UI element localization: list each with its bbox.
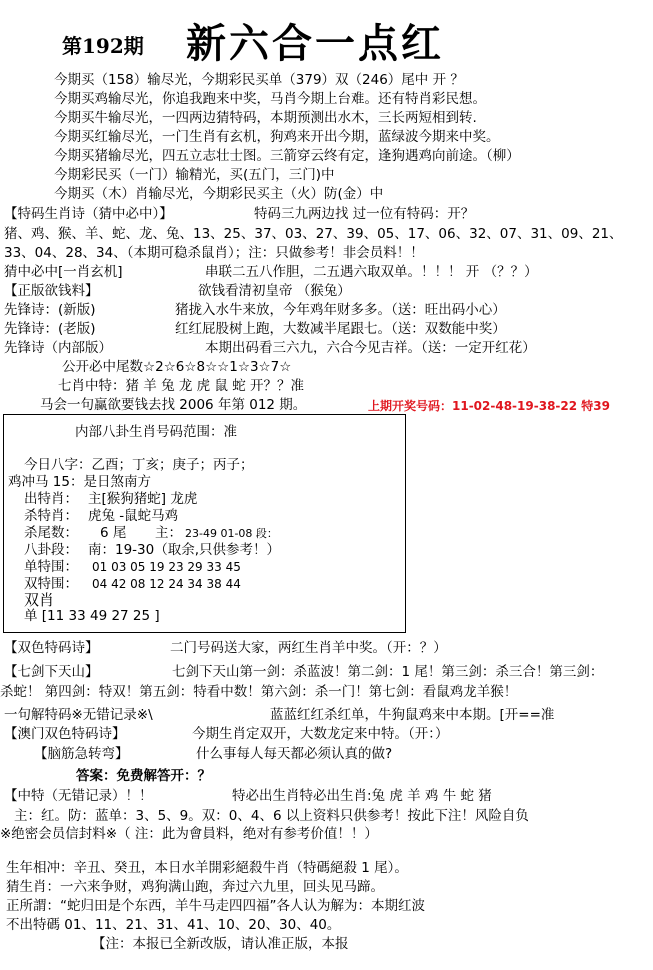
intro-line-7: 今期买（木）肖输尽光，今期彩民买主（火）防(金）中	[54, 186, 384, 202]
chute-label: 出特肖：	[24, 491, 78, 507]
intro-line-1: 今期买（158）输尽光，今期彩民买单（379）双（246）尾中 开 ？	[54, 72, 464, 88]
bagua-title: 内部八卦生肖号码范围：准	[75, 424, 237, 440]
poem-text-old: 红红屁股树上跑，大数减半尾跟七。（送：双数能中奖）	[175, 321, 506, 337]
aomen-text: 今期生肖定双开，大数龙定来中特。（开：）	[192, 726, 449, 742]
footer-line-1: 生年相冲：辛丑、癸丑，本日水羊開彩絕殺牛肖（特碼絕殺 1 尾）。	[6, 860, 408, 876]
shuang-label: 双特围：	[24, 576, 78, 592]
naojin-text: 什么事每人每天都必须认真的做?	[196, 746, 393, 762]
weishu-label: 杀尾数：	[24, 525, 78, 541]
dan-label: 单特围：	[24, 559, 78, 575]
footer-line-2: 猜生肖：一六来争财，鸡狗满山跑，奔过六九里，回头见马蹄。	[6, 879, 384, 895]
dan-value: 01 03 05 19 23 29 33 45	[92, 560, 241, 574]
tema-numbers-1: 猪、鸡、猴、羊、蛇、龙、兔、13、25、37、03、27、39、05、17、06、32、07、31、09、21、	[4, 226, 623, 242]
bagua-duan-value: 南：19-30（取余,只供参考！）	[88, 542, 281, 558]
intro-line-6: 今期彩民买（一门）输精光，买(五门，三门)中	[54, 167, 335, 183]
zhengban-text: 欲钱看清初皇帝 （猴兔）	[198, 283, 351, 299]
dan-bottom: 单 [11 33 49 27 25 ]	[24, 608, 160, 624]
xuanji-text: 串联二五八作胆，二五遇六取双单。！！！ 开 （？？）	[205, 264, 538, 280]
zhongte-line-2: 主：红。防：蓝单：3、5、9。双：0、4、6 以上资料只供参考！按此下注！风险自负	[14, 808, 529, 824]
aomen-heading: 【澳门双色特码诗】	[4, 726, 126, 742]
mahui-line: 马会一句赢欲要钱去找 2006 年第 012 期。	[40, 397, 307, 413]
bagua-duan-label: 八卦段：	[24, 542, 78, 558]
xuanji-heading: 猜中必中[一肖玄机]	[4, 264, 123, 280]
weishu-value: 6 尾	[100, 525, 127, 541]
poem-label-new: 先锋诗：(新版)	[4, 302, 96, 318]
chongsha-line: 鸡冲马 15：是日煞南方	[8, 474, 151, 490]
page-title: 新六合一点红	[186, 20, 444, 67]
zhu-value: 23-49 01-08 段：	[185, 527, 278, 540]
bazi-line: 今日八字：乙酉；丁亥；庚子；丙子；	[24, 457, 254, 473]
footer-line-4: 不出特碼 01、11、21、31、41、10、20、30、40。	[6, 917, 341, 933]
naojin-heading: 【脑筋急转弯】	[34, 746, 129, 762]
qijian-heading: 【七剑下天山】	[4, 664, 99, 680]
footer-line-3: 正所謂：“蛇归田是个东西，羊牛马走四四福”各人认为解为：本期红波	[6, 898, 425, 914]
answer-line: 答案：免费解答开：？	[76, 768, 211, 784]
shuang-value: 04 42 08 12 24 34 38 44	[92, 577, 241, 591]
tema-heading: 【特码生肖诗（猜中必中）】	[4, 206, 173, 222]
last-result: 上期开奖号码：11-02-48-19-38-22 特39	[368, 399, 610, 413]
zhongte-shengxiao: 特必出生肖特必出生肖:兔 虎 羊 鸡 牛 蛇 猪	[232, 788, 492, 804]
shuangxiao-label: 双肖	[24, 591, 55, 609]
shuangse-heading: 【双色特码诗】	[4, 640, 99, 656]
jieyu-heading: 一句解特码※无错记录※\	[4, 707, 153, 723]
sha-value: 虎兔 -鼠蛇马鸡	[88, 508, 179, 524]
issue-number: 第192期	[62, 34, 144, 58]
weishu-line: 公开必中尾数☆2☆6☆8☆☆1☆3☆7☆	[62, 359, 292, 375]
qijian-line-1: 七剑下天山第一剑：杀蓝波！第二剑：1 尾！第三剑：杀三合！第三剑：	[172, 664, 604, 680]
zhongte-line-3: ※绝密会员信封料※（ 注：此为會員料，绝对有参考价值！！）	[0, 826, 378, 842]
jieyu-text: 蓝蓝红红杀红单，牛狗鼠鸡来中本期。[开==准	[270, 707, 555, 723]
intro-line-4: 今期买红输尽光，一门生肖有玄机，狗鸡来开出今期，蓝绿波今期来中奖。	[54, 129, 500, 145]
qixiao-line: 七肖中特：猪 羊 兔 龙 虎 鼠 蛇 开？？准	[58, 378, 305, 394]
shuangse-text: 二门号码送大家，两红生肖羊中奖。（开：？）	[170, 640, 447, 656]
zhu-label: 主：	[155, 525, 182, 541]
intro-line-5: 今期买猪输尽光，四五立志壮士图。三箭穿云终有定，逢狗遇鸡向前途。（柳）	[54, 148, 520, 164]
zhongte-heading: 【中特（无错记录）！！	[4, 788, 153, 804]
tema-hint: 特码三九两边找 过一位有特码：开？	[254, 206, 475, 222]
qijian-line-2: 杀蛇！ 第四剑：特双！第五剑：特看中数！第六剑：杀一门！第七剑：看鼠鸡龙羊猴！	[0, 684, 518, 700]
sha-label: 杀特肖：	[24, 508, 78, 524]
poem-label-inner: 先锋诗（内部版）	[4, 340, 112, 356]
chute-value: 主[猴狗猪蛇] 龙虎	[88, 491, 198, 507]
intro-line-2: 今期买鸡输尽光，你追我跑来中奖，马肖今期上台难。还有特肖彩民想。	[54, 91, 486, 107]
poem-label-old: 先锋诗：(老版)	[4, 321, 96, 337]
footer-line-5: 【注：本报已全新改版，请认准正版，本报	[92, 936, 349, 952]
intro-line-3: 今期买牛输尽光，一四两边猜特码，本期预测出水木，三长两短相到转.	[54, 110, 477, 126]
tema-numbers-2: 33、04、28、34、（本期可稳杀鼠肖）；注：只做参考！非会员料！！	[4, 245, 424, 261]
poem-text-new: 猪拢入水牛来放，今年鸡年财多多。（送：旺出码小心）	[175, 302, 506, 318]
poem-text-inner: 本期出码看三六九，六合今见吉祥。（送：一定开红花）	[205, 340, 536, 356]
zhengban-heading: 【正版欲钱料】	[4, 283, 99, 299]
